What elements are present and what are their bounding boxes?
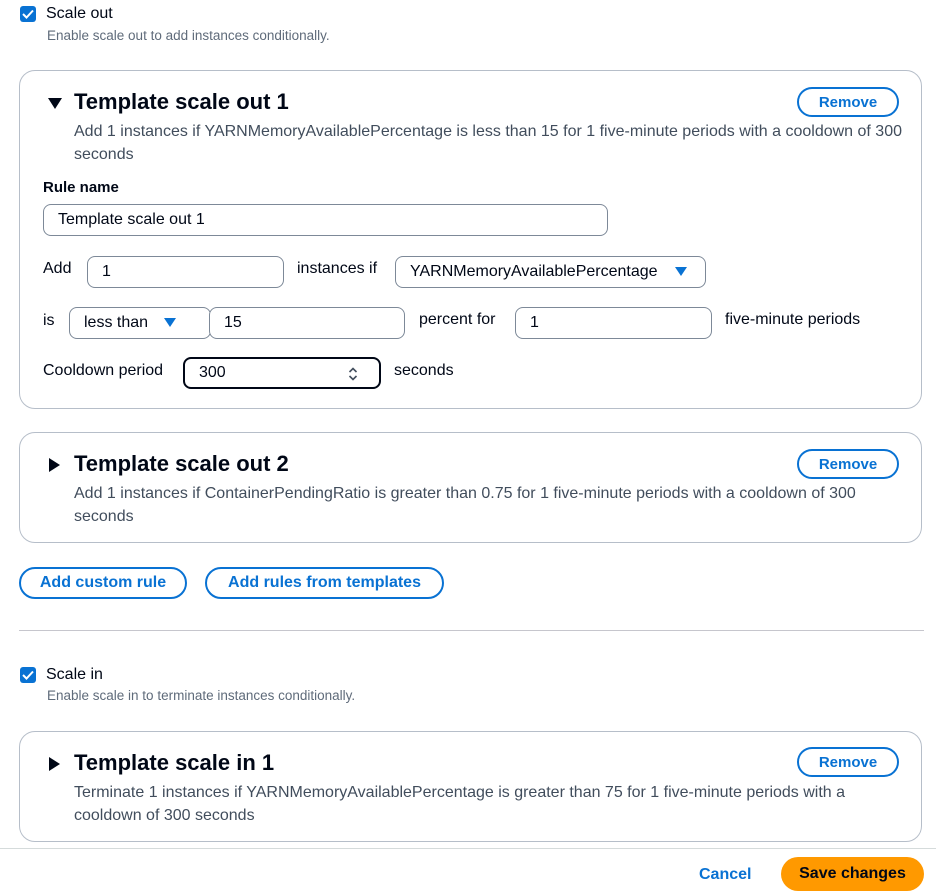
threshold-input[interactable]: 15	[209, 307, 405, 339]
caret-right-icon[interactable]	[49, 757, 60, 771]
rule-card-scale-in-1	[19, 731, 922, 842]
add-custom-rule-button[interactable]: Add custom rule	[19, 567, 187, 599]
caret-down-icon	[164, 318, 176, 327]
checkmark-icon	[22, 9, 34, 19]
comparison-select-value: less than	[84, 314, 149, 331]
cancel-button[interactable]: Cancel	[699, 866, 752, 883]
periods-label: five-minute periods	[725, 311, 861, 328]
remove-button[interactable]: Remove	[797, 747, 899, 777]
rule-card-scale-out-2	[19, 432, 922, 543]
periods-input[interactable]: 1	[515, 307, 712, 339]
rule-description: Add 1 instances if ContainerPendingRatio is greater than 0.75 for 1 five-minute periods with a cooldown of 300 seconds	[74, 485, 856, 525]
scale-in-checkbox[interactable]	[20, 667, 36, 683]
seconds-label: seconds	[394, 362, 454, 379]
rule-name-label: Rule name	[43, 179, 119, 196]
metric-select[interactable]	[395, 256, 706, 288]
rule-title[interactable]: Template scale in 1	[74, 750, 275, 775]
rule-name-input[interactable]: Template scale out 1	[43, 204, 608, 236]
add-count-input[interactable]: 1	[87, 256, 284, 288]
scale-in-description: Enable scale in to terminate instances conditionally.	[47, 688, 356, 703]
rule-title[interactable]: Template scale out 1	[74, 89, 289, 114]
rule-title[interactable]: Template scale out 2	[74, 451, 289, 476]
spinner-icon[interactable]	[348, 367, 358, 381]
scale-out-description: Enable scale out to add instances conditionally.	[47, 28, 330, 43]
checkmark-icon	[22, 670, 34, 680]
save-changes-button[interactable]: Save changes	[781, 857, 924, 891]
rule-description: Terminate 1 instances if YARNMemoryAvailablePercentage is greater than 75 for 1 five-minute periods with a cooldown of 300 seconds	[74, 784, 846, 824]
caret-down-icon[interactable]	[48, 98, 62, 109]
rule-card-scale-out-1	[19, 70, 922, 409]
is-label: is	[43, 312, 55, 329]
metric-select-value: YARNMemoryAvailablePercentage	[410, 263, 658, 280]
rule-description: Add 1 instances if YARNMemoryAvailablePercentage is less than 15 for 1 five-minute periods with a cooldown of 300 seconds	[74, 123, 902, 163]
add-label: Add	[43, 260, 72, 277]
caret-down-icon	[675, 267, 687, 276]
section-divider	[19, 630, 924, 631]
instances-if-label: instances if	[297, 260, 378, 277]
scale-out-checkbox[interactable]	[20, 6, 36, 22]
scale-in-label: Scale in	[46, 666, 103, 683]
caret-right-icon[interactable]	[49, 458, 60, 472]
cooldown-value: 300	[199, 364, 226, 381]
comparison-select[interactable]	[69, 307, 211, 339]
remove-button[interactable]: Remove	[797, 449, 899, 479]
cooldown-input[interactable]	[183, 357, 381, 389]
add-rules-from-templates-button[interactable]: Add rules from templates	[205, 567, 444, 599]
cooldown-label: Cooldown period	[43, 362, 164, 379]
scale-out-label: Scale out	[46, 5, 113, 22]
remove-button[interactable]: Remove	[797, 87, 899, 117]
percent-for-label: percent for	[419, 311, 496, 328]
